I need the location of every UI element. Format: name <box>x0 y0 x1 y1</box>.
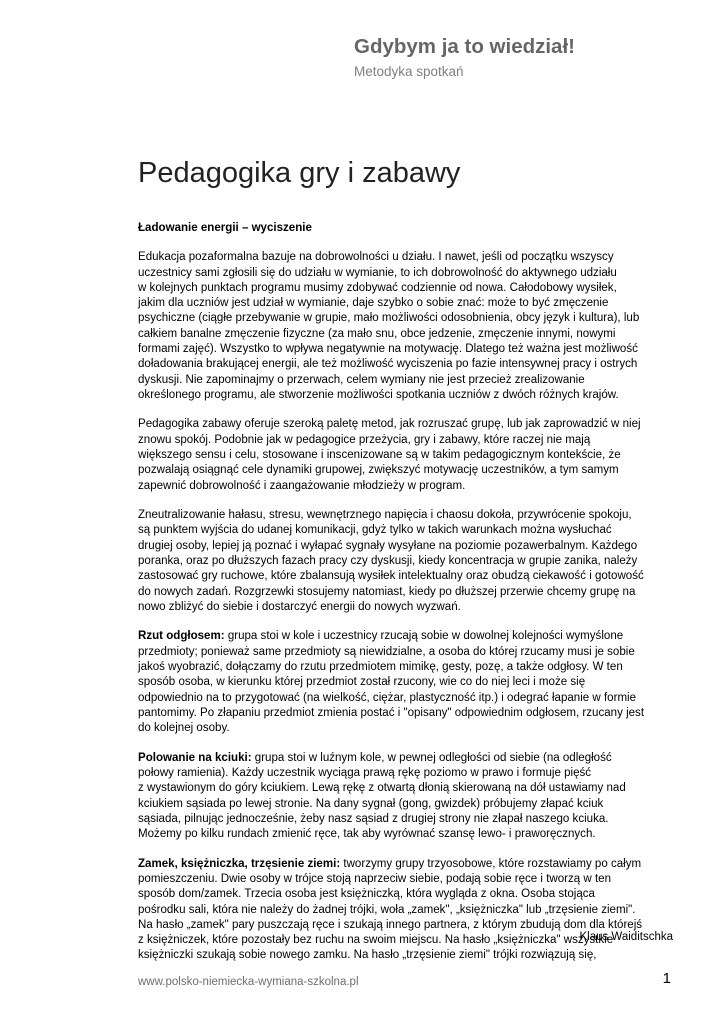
document-body <box>138 221 678 978</box>
document-header <box>354 34 714 80</box>
paragraph <box>138 508 678 615</box>
paragraph-line <box>138 463 678 478</box>
paragraph-line <box>138 585 678 600</box>
paragraph <box>138 629 678 736</box>
paragraph <box>138 250 678 403</box>
section-heading: Ładowanie energii – wyciszenie <box>138 222 312 234</box>
paragraph-text: są punktem wyjścia do udanej komunikacji, gdyż tylko w takich warunkach można wysłuchać <box>138 524 612 537</box>
paragraph-line <box>138 903 678 918</box>
paragraph-text: kciukiem sąsiada po lewej stronie. Na dany sygnał (gong, gwizdek) próbujemy złapać kciuk <box>138 797 604 810</box>
paragraph-line <box>138 872 678 887</box>
paragraph-text: nowo zbliżyć do siebie i dostarczyć energii do nowych wyzwań. <box>138 600 461 613</box>
paragraph-text: pośrodku sali, która nie należy do żadnej trójki, woła „zamek", „księżniczka" lub „trzęsienie ziemi". <box>138 903 636 916</box>
paragraph-line <box>138 266 678 281</box>
paragraph-text: przedmioty; ponieważ same przedmioty są niewidzialne, a osoba do której rzucamy musi je sobie <box>138 645 635 658</box>
paragraph-text: większego sensu i celu, stosowane i inscenizowane są w takim pedagogicznym kontekście, że <box>138 449 621 462</box>
paragraph-line <box>138 660 678 675</box>
paragraph-line <box>138 554 678 569</box>
paragraph-text: sposób osoba, w kierunku której przedmiot został rzucony, wie co do niej leci i może się <box>138 676 586 689</box>
paragraph-text: Na hasło „zamek" pary puszczają ręce i szukają innego partnera, z którym zbudują dom dla którejś <box>138 918 643 931</box>
paragraph-lead: Zamek, księżniczka, trzęsienie ziemi: <box>138 857 341 870</box>
paragraph-line <box>138 281 678 296</box>
paragraph-line <box>138 296 678 311</box>
paragraph-text: tworzymy grupy trzyosobowe, które rozstawiamy po całym <box>340 857 642 870</box>
paragraph-line <box>138 523 678 538</box>
paragraph-line <box>138 857 678 872</box>
paragraph-line <box>138 797 678 812</box>
paragraph-line <box>138 448 678 463</box>
paragraph-line <box>138 508 678 523</box>
paragraph-line <box>138 600 678 615</box>
paragraph-text: poranka, oraz po dłuższych fazach pracy czy dyskusji, kiedy koncentracja w grupie zanika, należy <box>138 555 638 568</box>
paragraph-text: psychiczne (ciągłe przebywanie w grupie, mało możliwości odosobnienia, obcy język i kultura), lub <box>138 312 640 325</box>
header-title: Gdybym ja to wiedział! <box>354 35 575 58</box>
paragraph-text: z księżniczek, które pozostały bez ruchu na swoim miejscu. Na hasło „księżniczka" wszystkie <box>138 934 614 947</box>
paragraph-line <box>138 342 678 357</box>
paragraph-line <box>138 417 678 432</box>
paragraph-text: drugiej osoby, lepiej ją poznać i wyłapać sygnały wysyłane na poziomie pozawerbalnym. Każdego <box>138 539 638 552</box>
paragraph-line <box>138 388 678 403</box>
paragraph-text: pozwalają osiągnąć cele dynamiki grupowej, zwiększyć motywację uczestników, a tym samym <box>138 464 619 477</box>
paragraph-line <box>138 357 678 372</box>
paragraph-line <box>138 706 678 721</box>
paragraph-line <box>138 887 678 902</box>
paragraph-text: połowy ramienia). Każdy uczestnik wyciąga prawą rękę poziomo w prawo i formuje pięść <box>138 766 592 779</box>
paragraph-line <box>138 433 678 448</box>
paragraph-line <box>138 373 678 388</box>
paragraph-text: sąsiada, pilnując jednocześnie, żeby nasz sąsiad z drugiej strony nie złapał naszego kciuka. <box>138 812 609 825</box>
paragraph-lead: Polowanie na kciuki: <box>138 751 252 764</box>
paragraph-line <box>138 479 678 494</box>
paragraph-text: do kolejnej osoby. <box>138 722 230 735</box>
paragraph-text: grupa stoi w kole i uczestnicy rzucają sobie w dowolnej kolejności wymyślone <box>224 630 624 643</box>
paragraph-text: uczestnicy sami zgłosili się do udziału w wymianie, to ich dobrowolność do aktywnego udziału <box>138 266 617 279</box>
paragraph-line <box>138 691 678 706</box>
paragraph-text: jakim dla uczniów jest udział w wymianie, daje szybko o sobie znać: może to być zmęczenie <box>138 297 609 310</box>
paragraph-text: Pedagogika zabawy oferuje szeroką paletę metod, jak rozruszać grupę, lub jak zaprowadzić w niej <box>138 418 641 431</box>
paragraph-line <box>138 569 678 584</box>
paragraph-line <box>138 311 678 326</box>
paragraph-line <box>138 766 678 781</box>
paragraph-text: dyskusji. Nie zapominajmy o przerwach, celem wymiany nie jest przecież zrealizowanie <box>138 373 585 386</box>
paragraph-text: pantomimy. Po złapaniu przedmiot zmienia postać i "opisany" odpowiednim odgłosem, rzucany jest <box>138 706 645 719</box>
paragraph-text: jakoś wyobrazić, dołączamy do rzutu przedmiotem mimikę, gesty, pozę, a także odgłosy. W ten <box>138 660 623 673</box>
paragraph-text: zastosować gry ruchowe, które zbalansują wysiłek intelektualny oraz obudzą ciekawość i gotowość <box>138 570 644 583</box>
paragraph-text: całkiem banalne zmęczenie fizyczne (za mało snu, obce jedzenie, zmęczenie innymi, nowymi <box>138 327 616 340</box>
paragraph-text: formami zajęć). Wszystko to wpływa negatywnie na motywację. Dlatego też ważna jest możliwość <box>138 343 638 356</box>
paragraph-text: znowu spokój. Podobnie jak w pedagogice przeżycia, gry i zabawy, które raczej nie mają <box>138 433 591 446</box>
page-title: Pedagogika gry i zabawy <box>138 157 461 189</box>
paragraph-line <box>138 751 678 766</box>
paragraph-line <box>138 812 678 827</box>
paragraph-line <box>138 327 678 342</box>
paragraph-text: grupa stoi w luźnym kole, w pewnej odległości od siebie (na odległość <box>251 751 612 764</box>
paragraph-text: odpowiednio na to przygotować (na wielkość, ciężar, plastyczność itp.) i odegrać łapanie w formie <box>138 691 637 704</box>
header-subtitle: Metodyka spotkań <box>354 64 464 79</box>
paragraph-line <box>138 250 678 265</box>
paragraph-line <box>138 675 678 690</box>
paragraph-text: do nowych zadań. Rozgrzewki stosujemy natomiast, kiedy po dłuższej przerwie chcemy grupę na <box>138 585 636 598</box>
paragraph-line <box>138 539 678 554</box>
author-name: Klaus Waiditschka <box>579 931 673 943</box>
paragraph <box>138 857 678 964</box>
paragraph-text: zapewnić dobrowolność i zaangażowanie młodzieży w program. <box>138 479 466 492</box>
paragraph-text: sposób dom/zamek. Trzecia osoba jest księżniczką, która wygląda z okna. Osoba stojąca <box>138 888 595 901</box>
paragraph-text: doładowania brakującej energii, ale też możliwość wyciszenia po fazie intensywnej pracy i ostrych <box>138 358 638 371</box>
paragraph-line <box>138 781 678 796</box>
paragraph-lead: Rzut odgłosem: <box>138 630 225 643</box>
paragraph-line <box>138 629 678 644</box>
paragraph <box>138 751 678 843</box>
paragraph-text: Zneutralizowanie hałasu, stresu, wewnętrznego napięcia i chaosu dokoła, przywrócenie spokoju, <box>138 509 632 522</box>
paragraph-text: Możemy po kilku rundach zmienić ręce, tak aby wyrównać szansę lewo- i praworęcznych. <box>138 828 596 841</box>
paragraph-text: Edukacja pozaformalna bazuje na dobrowolności u działu. I nawet, jeśli od początku wszyscy <box>138 251 614 264</box>
footer-url[interactable]: www.polsko-niemiecka-wymiana-szkolna.pl <box>138 976 359 988</box>
paragraph-line <box>138 948 678 963</box>
paragraph-line <box>138 721 678 736</box>
paragraph <box>138 417 678 493</box>
page-number: 1 <box>662 970 671 987</box>
paragraph-text: w kolejnych punktach programu musimy zdobywać codziennie od nowa. Całodobowy wysiłek, <box>138 281 617 294</box>
paragraph-text: pomieszczeniu. Dwie osoby w trójce stoją naprzeciw siebie, podają sobie ręce i tworzą w ten <box>138 872 612 885</box>
paragraph-text: z wystawionym do góry kciukiem. Lewą rękę z otwartą dłonią skierowaną na dół ustawiamy nad <box>138 782 626 795</box>
paragraph-text: określonego programu, ale stworzenie możliwości spotkania uczniów z dwóch różnych krajów. <box>138 388 619 401</box>
paragraph-text: księżniczki szukają sobie nowego zamku. Na hasło „trzęsienie ziemi" trójki rozwiązują się, <box>138 949 597 962</box>
paragraph-line <box>138 645 678 660</box>
paragraph-line <box>138 827 678 842</box>
